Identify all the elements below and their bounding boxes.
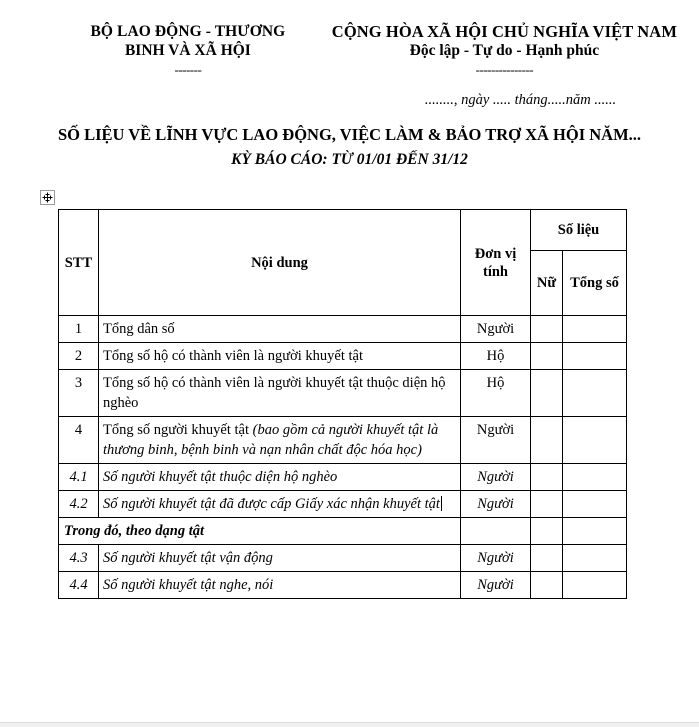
cell-nu[interactable] (531, 464, 563, 491)
page-bottom-edge (0, 722, 699, 727)
cell-donvi[interactable]: Người (461, 417, 531, 464)
noidung-note-text: (bao gồm cả người khuyết tật là thương binh, bệnh binh và nạn nhân chất độc hóa học) (103, 422, 439, 458)
noidung-main-text: Số người khuyết tật vận động (103, 550, 273, 566)
page-title: SỐ LIỆU VỀ LĨNH VỰC LAO ĐỘNG, VIỆC LÀM & BẢO TRỢ XÃ HỘI NĂM... (57, 125, 642, 144)
cell-nu[interactable] (531, 370, 563, 417)
cell-noidung[interactable] (99, 491, 461, 518)
cell-stt: 4 (59, 417, 99, 464)
cell-nu[interactable] (531, 417, 563, 464)
group-heading-cell: Trong đó, theo dạng tật (59, 518, 461, 545)
cell-tongso[interactable] (563, 545, 627, 572)
noidung-main-text: Tổng số hộ có thành viên là người khuyết tật (103, 348, 363, 364)
header-cell-stt: STT (59, 210, 99, 316)
cell-stt: 1 (59, 316, 99, 343)
national-divider: --------------- (475, 62, 534, 77)
table-row (59, 464, 627, 491)
report-table (58, 209, 627, 599)
cell-nu[interactable] (531, 491, 563, 518)
cell-tongso[interactable] (563, 572, 627, 599)
report-table-container (58, 209, 626, 599)
cell-stt: 4.2 (59, 491, 99, 518)
cell-stt: 4.1 (59, 464, 99, 491)
national-header-block (332, 22, 677, 78)
cell-noidung[interactable] (99, 545, 461, 572)
cell-noidung[interactable] (99, 464, 461, 491)
cell-donvi[interactable]: Người (461, 572, 531, 599)
noidung-main-text: Tổng số người khuyết tật (103, 422, 253, 438)
header-cell-tongso: Tổng số (563, 251, 627, 316)
table-row (59, 518, 627, 545)
cell-stt: 3 (59, 370, 99, 417)
national-motto: Độc lập - Tự do - Hạnh phúc (409, 42, 600, 59)
noidung-main-text: Số người khuyết tật thuộc diện hộ nghèo (103, 469, 338, 485)
cell-noidung[interactable] (99, 316, 461, 343)
table-header-row-1 (59, 210, 627, 251)
cell-donvi[interactable]: Người (461, 316, 531, 343)
cell-nu[interactable] (531, 545, 563, 572)
date-placeholder-line: ........, ngày ..... tháng.....năm ...... (424, 92, 617, 108)
table-move-handle-icon[interactable] (40, 190, 55, 205)
cell-donvi[interactable]: Người (461, 545, 531, 572)
document-header (0, 0, 699, 78)
cell-noidung[interactable] (99, 343, 461, 370)
table-row (59, 316, 627, 343)
text-cursor-caret (441, 496, 442, 511)
cell-tongso[interactable] (563, 417, 627, 464)
cell-tongso[interactable] (563, 316, 627, 343)
cell-tongso[interactable] (563, 491, 627, 518)
cell-tongso[interactable] (563, 343, 627, 370)
table-body (59, 316, 627, 599)
cell-nu[interactable] (531, 572, 563, 599)
table-row (59, 417, 627, 464)
ministry-name-line2: BINH VÀ XÃ HỘI (124, 42, 251, 59)
cell-nu[interactable] (531, 316, 563, 343)
cell-donvi[interactable]: Người (461, 464, 531, 491)
cell-noidung[interactable] (99, 572, 461, 599)
national-title: CỘNG HÒA XÃ HỘI CHỦ NGHĨA VIỆT NAM (331, 22, 677, 41)
cell-stt: 4.3 (59, 545, 99, 572)
table-row (59, 545, 627, 572)
header-cell-solieu: Số liệu (531, 210, 627, 251)
cell-nu[interactable] (531, 518, 563, 545)
header-cell-donvi: Đơn vị tính (461, 210, 531, 316)
cell-tongso[interactable] (563, 464, 627, 491)
ministry-name-line1: BỘ LAO ĐỘNG - THƯƠNG (90, 23, 286, 40)
cell-donvi[interactable]: Người (461, 491, 531, 518)
noidung-main-text: Số người khuyết tật đã được cấp Giấy xác nhận khuyết tật (103, 496, 440, 512)
noidung-main-text: Số người khuyết tật nghe, nói (103, 577, 274, 593)
cell-tongso[interactable] (563, 370, 627, 417)
table-row (59, 343, 627, 370)
report-period-subtitle: KỲ BÁO CÁO: TỪ 01/01 ĐẾN 31/12 (231, 151, 468, 168)
cell-tongso[interactable] (563, 518, 627, 545)
table-header (59, 210, 627, 316)
noidung-main-text: Tổng số hộ có thành viên là người khuyết tật thuộc diện hộ nghèo (103, 375, 446, 411)
cell-donvi[interactable]: Hộ (461, 343, 531, 370)
cell-stt: 2 (59, 343, 99, 370)
header-cell-noidung: Nội dung (99, 210, 461, 316)
cell-noidung[interactable] (99, 417, 461, 464)
header-cell-nu: Nữ (531, 251, 563, 316)
ministry-header-block (44, 22, 332, 78)
table-row (59, 491, 627, 518)
ministry-divider: ------- (174, 62, 202, 77)
cell-nu[interactable] (531, 343, 563, 370)
cell-donvi[interactable] (461, 518, 531, 545)
cell-stt: 4.4 (59, 572, 99, 599)
table-row (59, 572, 627, 599)
noidung-main-text: Tổng dân số (103, 321, 175, 337)
cell-donvi[interactable]: Hộ (461, 370, 531, 417)
table-row (59, 370, 627, 417)
cell-noidung[interactable] (99, 370, 461, 417)
